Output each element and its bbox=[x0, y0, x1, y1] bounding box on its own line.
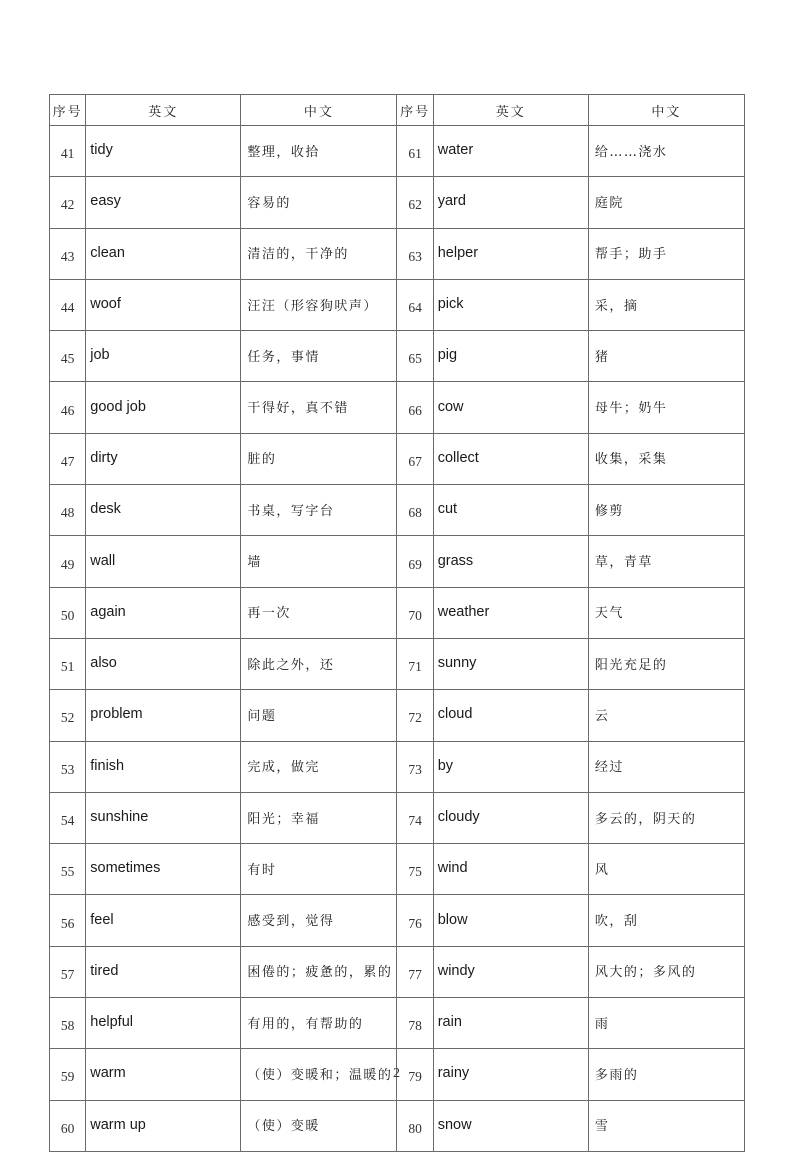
table-row bbox=[50, 792, 745, 843]
header-english-right: 英文 bbox=[433, 95, 588, 126]
chinese-meaning: 多雨的 bbox=[588, 1049, 744, 1100]
english-word: sunshine bbox=[86, 792, 241, 843]
english-word: tired bbox=[86, 946, 241, 997]
header-number-right: 序号 bbox=[397, 95, 433, 126]
english-word: warm bbox=[86, 1049, 241, 1100]
chinese-meaning: 庭院 bbox=[588, 177, 744, 228]
english-word: pick bbox=[433, 279, 588, 330]
chinese-meaning: 容易的 bbox=[241, 177, 397, 228]
english-word: cow bbox=[433, 382, 588, 433]
table-row bbox=[50, 126, 745, 177]
chinese-meaning: 墙 bbox=[241, 536, 397, 587]
chinese-meaning: 脏的 bbox=[241, 433, 397, 484]
word-number: 77 bbox=[397, 946, 433, 997]
chinese-meaning: 雨 bbox=[588, 998, 744, 1049]
english-word: warm up bbox=[86, 1100, 241, 1151]
chinese-meaning: 整理，收拾 bbox=[241, 126, 397, 177]
chinese-meaning: （使）变暖和；温暖的 bbox=[241, 1049, 397, 1100]
word-number: 70 bbox=[397, 587, 433, 638]
word-number: 78 bbox=[397, 998, 433, 1049]
chinese-meaning: 雪 bbox=[588, 1100, 744, 1151]
english-word: job bbox=[86, 331, 241, 382]
word-number: 63 bbox=[397, 228, 433, 279]
chinese-meaning: 云 bbox=[588, 690, 744, 741]
chinese-meaning: 给……浇水 bbox=[588, 126, 744, 177]
chinese-meaning: 任务，事情 bbox=[241, 331, 397, 382]
table-row bbox=[50, 895, 745, 946]
english-word: by bbox=[433, 741, 588, 792]
chinese-meaning: 问题 bbox=[241, 690, 397, 741]
header-row bbox=[50, 95, 745, 126]
chinese-meaning: 感受到，觉得 bbox=[241, 895, 397, 946]
english-word: cut bbox=[433, 485, 588, 536]
word-number: 59 bbox=[50, 1049, 86, 1100]
english-word: good job bbox=[86, 382, 241, 433]
chinese-meaning: 风大的；多风的 bbox=[588, 946, 744, 997]
chinese-meaning: 帮手；助手 bbox=[588, 228, 744, 279]
english-word: pig bbox=[433, 331, 588, 382]
header-chinese-right: 中文 bbox=[588, 95, 744, 126]
word-number: 71 bbox=[397, 638, 433, 689]
word-number: 73 bbox=[397, 741, 433, 792]
english-word: tidy bbox=[86, 126, 241, 177]
table-row bbox=[50, 382, 745, 433]
chinese-meaning: 完成，做完 bbox=[241, 741, 397, 792]
word-number: 42 bbox=[50, 177, 86, 228]
word-number: 62 bbox=[397, 177, 433, 228]
english-word: finish bbox=[86, 741, 241, 792]
table-row bbox=[50, 433, 745, 484]
chinese-meaning: 猪 bbox=[588, 331, 744, 382]
word-number: 80 bbox=[397, 1100, 433, 1151]
word-number: 55 bbox=[50, 844, 86, 895]
english-word: easy bbox=[86, 177, 241, 228]
english-word: sunny bbox=[433, 638, 588, 689]
word-number: 48 bbox=[50, 485, 86, 536]
chinese-meaning: 经过 bbox=[588, 741, 744, 792]
table-row bbox=[50, 587, 745, 638]
word-number: 47 bbox=[50, 433, 86, 484]
english-word: rainy bbox=[433, 1049, 588, 1100]
chinese-meaning: 阳光充足的 bbox=[588, 638, 744, 689]
table-row bbox=[50, 279, 745, 330]
english-word: dirty bbox=[86, 433, 241, 484]
page-number: 2 bbox=[393, 1066, 400, 1081]
chinese-meaning: 除此之外，还 bbox=[241, 638, 397, 689]
header-chinese-left: 中文 bbox=[241, 95, 397, 126]
chinese-meaning: 多云的，阴天的 bbox=[588, 792, 744, 843]
word-number: 74 bbox=[397, 792, 433, 843]
table-row bbox=[50, 690, 745, 741]
english-word: grass bbox=[433, 536, 588, 587]
word-number: 64 bbox=[397, 279, 433, 330]
word-number: 61 bbox=[397, 126, 433, 177]
english-word: cloudy bbox=[433, 792, 588, 843]
chinese-meaning: 风 bbox=[588, 844, 744, 895]
chinese-meaning: 采，摘 bbox=[588, 279, 744, 330]
word-number: 76 bbox=[397, 895, 433, 946]
chinese-meaning: 有时 bbox=[241, 844, 397, 895]
word-number: 49 bbox=[50, 536, 86, 587]
chinese-meaning: 修剪 bbox=[588, 485, 744, 536]
table-row bbox=[50, 638, 745, 689]
word-number: 52 bbox=[50, 690, 86, 741]
chinese-meaning: 书桌，写字台 bbox=[241, 485, 397, 536]
vocabulary-table bbox=[49, 94, 745, 1152]
chinese-meaning: 母牛；奶牛 bbox=[588, 382, 744, 433]
table-row bbox=[50, 998, 745, 1049]
table-row bbox=[50, 946, 745, 997]
word-number: 69 bbox=[397, 536, 433, 587]
english-word: woof bbox=[86, 279, 241, 330]
word-number: 45 bbox=[50, 331, 86, 382]
chinese-meaning: （使）变暖 bbox=[241, 1100, 397, 1151]
english-word: collect bbox=[433, 433, 588, 484]
english-word: sometimes bbox=[86, 844, 241, 895]
english-word: snow bbox=[433, 1100, 588, 1151]
english-word: blow bbox=[433, 895, 588, 946]
chinese-meaning: 阳光；幸福 bbox=[241, 792, 397, 843]
english-word: helper bbox=[433, 228, 588, 279]
english-word: rain bbox=[433, 998, 588, 1049]
chinese-meaning: 吹，刮 bbox=[588, 895, 744, 946]
word-number: 72 bbox=[397, 690, 433, 741]
word-number: 46 bbox=[50, 382, 86, 433]
chinese-meaning: 有用的，有帮助的 bbox=[241, 998, 397, 1049]
header-english-left: 英文 bbox=[86, 95, 241, 126]
word-number: 79 bbox=[397, 1049, 433, 1100]
word-number: 58 bbox=[50, 998, 86, 1049]
word-number: 56 bbox=[50, 895, 86, 946]
english-word: yard bbox=[433, 177, 588, 228]
english-word: wind bbox=[433, 844, 588, 895]
english-word: again bbox=[86, 587, 241, 638]
table-row bbox=[50, 844, 745, 895]
word-number: 57 bbox=[50, 946, 86, 997]
word-number: 44 bbox=[50, 279, 86, 330]
chinese-meaning: 汪汪（形容狗吠声） bbox=[241, 279, 397, 330]
word-number: 43 bbox=[50, 228, 86, 279]
english-word: desk bbox=[86, 485, 241, 536]
chinese-meaning: 困倦的；疲惫的，累的 bbox=[241, 946, 397, 997]
english-word: problem bbox=[86, 690, 241, 741]
table-row bbox=[50, 536, 745, 587]
word-number: 65 bbox=[397, 331, 433, 382]
word-number: 68 bbox=[397, 485, 433, 536]
english-word: helpful bbox=[86, 998, 241, 1049]
chinese-meaning: 清洁的，干净的 bbox=[241, 228, 397, 279]
english-word: also bbox=[86, 638, 241, 689]
english-word: cloud bbox=[433, 690, 588, 741]
word-number: 51 bbox=[50, 638, 86, 689]
chinese-meaning: 收集，采集 bbox=[588, 433, 744, 484]
table-row bbox=[50, 228, 745, 279]
word-number: 53 bbox=[50, 741, 86, 792]
chinese-meaning: 干得好，真不错 bbox=[241, 382, 397, 433]
table-row bbox=[50, 1100, 745, 1151]
word-number: 66 bbox=[397, 382, 433, 433]
chinese-meaning: 再一次 bbox=[241, 587, 397, 638]
word-number: 54 bbox=[50, 792, 86, 843]
table-row bbox=[50, 331, 745, 382]
header-number-left: 序号 bbox=[50, 95, 86, 126]
english-word: windy bbox=[433, 946, 588, 997]
table-row bbox=[50, 741, 745, 792]
table-body bbox=[50, 126, 745, 1152]
word-number: 50 bbox=[50, 587, 86, 638]
english-word: feel bbox=[86, 895, 241, 946]
word-number: 60 bbox=[50, 1100, 86, 1151]
chinese-meaning: 天气 bbox=[588, 587, 744, 638]
table-row bbox=[50, 485, 745, 536]
english-word: wall bbox=[86, 536, 241, 587]
word-number: 67 bbox=[397, 433, 433, 484]
english-word: water bbox=[433, 126, 588, 177]
word-number: 41 bbox=[50, 126, 86, 177]
table-row bbox=[50, 177, 745, 228]
chinese-meaning: 草，青草 bbox=[588, 536, 744, 587]
english-word: weather bbox=[433, 587, 588, 638]
english-word: clean bbox=[86, 228, 241, 279]
word-number: 75 bbox=[397, 844, 433, 895]
